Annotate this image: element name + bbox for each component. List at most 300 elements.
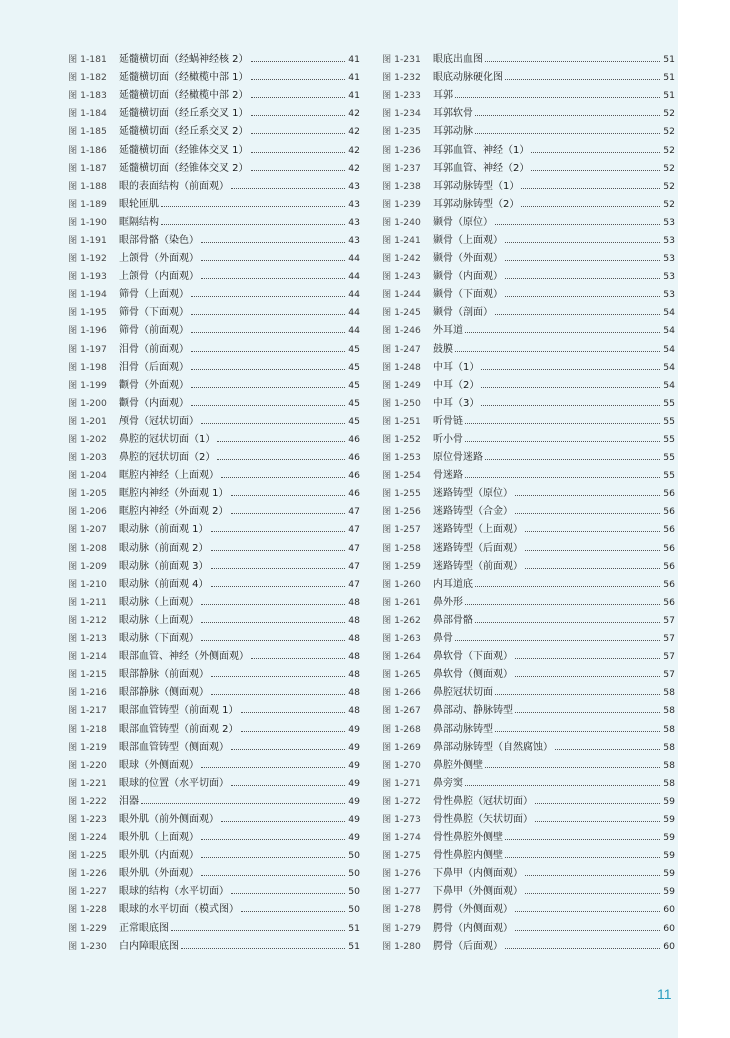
entry-page-number: 56 <box>663 578 675 590</box>
figure-title: 骨性鼻腔（矢状切面） <box>433 813 533 825</box>
dot-leader <box>201 767 345 768</box>
toc-entry <box>68 648 360 666</box>
figure-number: 图 1-275 <box>382 850 421 862</box>
entry-page-number: 55 <box>663 434 675 446</box>
figure-title: 眼的表面结构（前面观） <box>119 180 229 192</box>
toc-entry <box>68 485 360 503</box>
toc-entry <box>68 160 360 178</box>
entry-page-number: 45 <box>348 361 360 373</box>
entry-page-number: 47 <box>348 506 360 518</box>
toc-entry <box>68 503 360 521</box>
dot-leader <box>475 133 660 134</box>
figure-title: 眶腔内神经（上面观） <box>119 470 219 482</box>
entry-page-number: 52 <box>663 162 675 174</box>
entry-page-number: 53 <box>663 253 675 265</box>
figure-number: 图 1-255 <box>382 488 421 500</box>
figure-number: 图 1-211 <box>68 596 107 608</box>
dot-leader <box>505 857 660 858</box>
dot-leader <box>141 803 345 804</box>
entry-page-number: 49 <box>348 777 360 789</box>
dot-leader <box>201 857 345 858</box>
entry-page-number: 42 <box>348 108 360 120</box>
figure-title: 下鼻甲（内侧面观） <box>433 868 523 880</box>
figure-title: 原位骨迷路 <box>433 452 483 464</box>
entry-page-number: 47 <box>348 560 360 572</box>
toc-entry <box>382 286 675 304</box>
toc-entry <box>382 702 675 720</box>
figure-number: 图 1-266 <box>382 687 421 699</box>
figure-title: 眼外肌（前外侧面观） <box>119 813 219 825</box>
dot-leader <box>161 206 345 207</box>
toc-entry <box>68 286 360 304</box>
entry-page-number: 49 <box>348 795 360 807</box>
toc-entry <box>382 178 675 196</box>
figure-number: 图 1-263 <box>382 633 421 645</box>
toc-entry <box>68 702 360 720</box>
figure-title: 听小骨 <box>433 434 463 446</box>
figure-number: 图 1-223 <box>68 813 107 825</box>
toc-entry <box>382 160 675 178</box>
toc-entry <box>382 811 675 829</box>
entry-page-number: 55 <box>663 470 675 482</box>
entry-page-number: 50 <box>348 868 360 880</box>
toc-entry <box>68 720 360 738</box>
dot-leader <box>251 61 346 62</box>
figure-number: 图 1-247 <box>382 343 421 355</box>
figure-title: 耳郭 <box>433 90 453 102</box>
figure-title: 迷路铸型（前面观） <box>433 560 523 572</box>
toc-entry <box>382 105 675 123</box>
entry-page-number: 43 <box>348 180 360 192</box>
toc-entry <box>382 847 675 865</box>
figure-title: 眼部血管、神经（外侧面观） <box>119 651 249 663</box>
dot-leader <box>181 948 345 949</box>
toc-entry <box>68 69 360 87</box>
entry-page-number: 57 <box>663 651 675 663</box>
entry-page-number: 45 <box>348 379 360 391</box>
figure-number: 图 1-201 <box>68 415 107 427</box>
entry-page-number: 47 <box>348 524 360 536</box>
figure-title: 眼球的位置（水平切面） <box>119 777 229 789</box>
entry-page-number: 41 <box>348 54 360 66</box>
dot-leader <box>495 731 660 732</box>
dot-leader <box>485 61 660 62</box>
toc-entry <box>382 123 675 141</box>
toc-entry <box>68 214 360 232</box>
figure-number: 图 1-271 <box>382 777 421 789</box>
figure-number: 图 1-225 <box>68 850 107 862</box>
toc-entry <box>68 413 360 431</box>
figure-number: 图 1-254 <box>382 470 421 482</box>
figure-title: 迷路铸型（合金） <box>433 506 513 518</box>
entry-page-number: 57 <box>663 669 675 681</box>
dot-leader <box>201 242 345 243</box>
entry-page-number: 51 <box>663 54 675 66</box>
figure-title: 眶隔结构 <box>119 216 159 228</box>
figure-title: 眼动脉（前面观 4） <box>119 578 209 590</box>
dot-leader <box>525 531 660 532</box>
figure-title: 骨性鼻腔外侧壁 <box>433 832 503 844</box>
dot-leader <box>521 188 660 189</box>
entry-page-number: 54 <box>663 325 675 337</box>
figure-number: 图 1-195 <box>68 307 107 319</box>
figure-number: 图 1-248 <box>382 361 421 373</box>
figure-title: 白内障眼底图 <box>119 940 179 952</box>
toc-entry <box>68 521 360 539</box>
figure-number: 图 1-215 <box>68 669 107 681</box>
entry-page-number: 41 <box>348 90 360 102</box>
figure-number: 图 1-278 <box>382 904 421 916</box>
dot-leader <box>505 278 660 279</box>
figure-title: 鼻软骨（侧面观） <box>433 669 513 681</box>
figure-number: 图 1-203 <box>68 452 107 464</box>
dot-leader <box>515 676 660 677</box>
dot-leader <box>231 785 345 786</box>
figure-title: 颞骨（外面观） <box>433 253 503 265</box>
figure-number: 图 1-202 <box>68 434 107 446</box>
figure-number: 图 1-240 <box>382 216 421 228</box>
figure-title: 颞骨（原位） <box>433 216 493 228</box>
dot-leader <box>465 604 660 605</box>
dot-leader <box>231 893 345 894</box>
figure-number: 图 1-184 <box>68 108 107 120</box>
dot-leader <box>217 441 345 442</box>
entry-page-number: 50 <box>348 850 360 862</box>
toc-entry <box>382 51 675 69</box>
toc-entry <box>382 720 675 738</box>
figure-title: 眼部血管铸型（前面观 2） <box>119 723 239 735</box>
toc-entry <box>382 322 675 340</box>
dot-leader <box>251 133 346 134</box>
dot-leader <box>231 188 345 189</box>
toc-entry <box>68 341 360 359</box>
figure-number: 图 1-234 <box>382 108 421 120</box>
entry-page-number: 51 <box>663 72 675 84</box>
toc-entry <box>68 540 360 558</box>
figure-number: 图 1-264 <box>382 651 421 663</box>
figure-title: 眼动脉（上面观） <box>119 596 199 608</box>
dot-leader <box>515 658 660 659</box>
dot-leader <box>481 369 660 370</box>
figure-number: 图 1-235 <box>382 126 421 138</box>
figure-title: 眼底动脉硬化图 <box>433 72 503 84</box>
dot-leader <box>525 550 660 551</box>
entry-page-number: 58 <box>663 723 675 735</box>
entry-page-number: 57 <box>663 614 675 626</box>
dot-leader <box>201 640 345 641</box>
toc-entry <box>382 377 675 395</box>
dot-leader <box>201 839 345 840</box>
entry-page-number: 53 <box>663 289 675 301</box>
figure-number: 图 1-244 <box>382 289 421 301</box>
figure-number: 图 1-246 <box>382 325 421 337</box>
entry-page-number: 45 <box>348 397 360 409</box>
figure-title: 鼻外形 <box>433 596 463 608</box>
figure-title: 眼动脉（前面观 2） <box>119 542 209 554</box>
figure-number: 图 1-252 <box>382 434 421 446</box>
figure-title: 泪骨（后面观） <box>119 361 189 373</box>
entry-page-number: 49 <box>348 759 360 771</box>
toc-entry <box>382 630 675 648</box>
entry-page-number: 56 <box>663 506 675 518</box>
toc-entry <box>382 485 675 503</box>
toc-entry <box>382 938 675 956</box>
dot-leader <box>201 423 345 424</box>
dot-leader <box>481 387 660 388</box>
toc-entry <box>68 847 360 865</box>
figure-title: 筛骨（下面观） <box>119 307 189 319</box>
dot-leader <box>231 749 345 750</box>
dot-leader <box>495 694 660 695</box>
figure-title: 眼轮匝肌 <box>119 198 159 210</box>
figure-title: 中耳（2） <box>433 379 480 391</box>
dot-leader <box>455 351 660 352</box>
entry-page-number: 42 <box>348 162 360 174</box>
toc-entry <box>68 467 360 485</box>
dot-leader <box>221 821 345 822</box>
entry-page-number: 43 <box>348 216 360 228</box>
figure-number: 图 1-261 <box>382 596 421 608</box>
figure-number: 图 1-181 <box>68 54 107 66</box>
toc-entry <box>68 739 360 757</box>
entry-page-number: 46 <box>348 434 360 446</box>
entry-page-number: 43 <box>348 234 360 246</box>
entry-page-number: 49 <box>348 813 360 825</box>
figure-title: 鼻腔的冠状切面（2） <box>119 452 216 464</box>
figure-number: 图 1-216 <box>68 687 107 699</box>
figure-title: 眶腔内神经（外面观 2） <box>119 506 229 518</box>
figure-number: 图 1-205 <box>68 488 107 500</box>
figure-number: 图 1-199 <box>68 379 107 391</box>
entry-page-number: 58 <box>663 705 675 717</box>
toc-column-left <box>68 51 360 956</box>
entry-page-number: 60 <box>663 940 675 952</box>
figure-title: 眼动脉（下面观） <box>119 633 199 645</box>
figure-number: 图 1-245 <box>382 307 421 319</box>
entry-page-number: 56 <box>663 596 675 608</box>
toc-entry <box>68 829 360 847</box>
dot-leader <box>521 206 660 207</box>
dot-leader <box>505 242 660 243</box>
dot-leader <box>211 550 346 551</box>
figure-title: 迷路铸型（后面观） <box>433 542 523 554</box>
entry-page-number: 55 <box>663 452 675 464</box>
dot-leader <box>495 314 660 315</box>
figure-title: 眼动脉（前面观 3） <box>119 560 209 572</box>
toc-entry <box>68 196 360 214</box>
entry-page-number: 42 <box>348 144 360 156</box>
figure-number: 图 1-204 <box>68 470 107 482</box>
toc-entry <box>68 666 360 684</box>
figure-title: 腭骨（后面观） <box>433 940 503 952</box>
entry-page-number: 46 <box>348 452 360 464</box>
figure-number: 图 1-277 <box>382 886 421 898</box>
entry-page-number: 45 <box>348 415 360 427</box>
dot-leader <box>251 97 346 98</box>
dot-leader <box>231 513 346 514</box>
entry-page-number: 47 <box>348 542 360 554</box>
entry-page-number: 54 <box>663 361 675 373</box>
entry-page-number: 51 <box>348 922 360 934</box>
figure-title: 中耳（1） <box>433 361 480 373</box>
entry-page-number: 50 <box>348 886 360 898</box>
dot-leader <box>535 821 660 822</box>
figure-number: 图 1-190 <box>68 216 107 228</box>
toc-entry <box>68 901 360 919</box>
toc-entry <box>68 775 360 793</box>
dot-leader <box>191 332 345 333</box>
entry-page-number: 44 <box>348 289 360 301</box>
figure-number: 图 1-212 <box>68 614 107 626</box>
entry-page-number: 59 <box>663 795 675 807</box>
dot-leader <box>211 676 345 677</box>
figure-title: 眼部骨骼（染色） <box>119 234 199 246</box>
figure-number: 图 1-186 <box>68 144 107 156</box>
figure-number: 图 1-192 <box>68 253 107 265</box>
figure-number: 图 1-224 <box>68 832 107 844</box>
figure-title: 眼外肌（上面观） <box>119 832 199 844</box>
toc-entry <box>68 612 360 630</box>
dot-leader <box>201 278 345 279</box>
entry-page-number: 47 <box>348 578 360 590</box>
figure-number: 图 1-236 <box>382 144 421 156</box>
figure-number: 图 1-218 <box>68 723 107 735</box>
figure-title: 颅骨（冠状切面） <box>119 415 199 427</box>
figure-title: 耳郭动脉 <box>433 126 473 138</box>
figure-number: 图 1-185 <box>68 126 107 138</box>
entry-page-number: 44 <box>348 325 360 337</box>
entry-page-number: 58 <box>663 759 675 771</box>
entry-page-number: 52 <box>663 144 675 156</box>
toc-entry <box>382 268 675 286</box>
figure-title: 听骨链 <box>433 415 463 427</box>
toc-entry <box>68 630 360 648</box>
figure-number: 图 1-269 <box>382 741 421 753</box>
entry-page-number: 41 <box>348 72 360 84</box>
toc-entry <box>382 467 675 485</box>
figure-title: 延髓横切面（经丘系交叉 2） <box>119 126 249 138</box>
figure-title: 鼻腔外侧壁 <box>433 759 483 771</box>
dot-leader <box>485 459 660 460</box>
entry-page-number: 59 <box>663 832 675 844</box>
entry-page-number: 53 <box>663 271 675 283</box>
entry-page-number: 48 <box>348 633 360 645</box>
figure-title: 耳郭血管、神经（1） <box>433 144 530 156</box>
figure-number: 图 1-194 <box>68 289 107 301</box>
dot-leader <box>211 568 346 569</box>
entry-page-number: 52 <box>663 108 675 120</box>
toc-entry <box>68 51 360 69</box>
figure-number: 图 1-197 <box>68 343 107 355</box>
toc-entry <box>382 341 675 359</box>
figure-title: 鼻旁窦 <box>433 777 463 789</box>
dot-leader <box>525 568 660 569</box>
dot-leader <box>191 314 345 315</box>
entry-page-number: 48 <box>348 687 360 699</box>
figure-title: 上颌骨（外面观） <box>119 253 199 265</box>
dot-leader <box>455 97 660 98</box>
toc-entry <box>382 87 675 105</box>
dot-leader <box>515 513 660 514</box>
figure-title: 外耳道 <box>433 325 463 337</box>
figure-number: 图 1-268 <box>382 723 421 735</box>
dot-leader <box>251 152 346 153</box>
toc-entry <box>382 883 675 901</box>
toc-entry <box>68 449 360 467</box>
figure-number: 图 1-276 <box>382 868 421 880</box>
figure-title: 骨性鼻腔（冠状切面） <box>433 795 533 807</box>
entry-page-number: 54 <box>663 379 675 391</box>
figure-title: 颞骨（上面观） <box>433 234 503 246</box>
figure-number: 图 1-200 <box>68 397 107 409</box>
entry-page-number: 58 <box>663 687 675 699</box>
figure-number: 图 1-238 <box>382 180 421 192</box>
figure-title: 眼球的结构（水平切面） <box>119 886 229 898</box>
figure-number: 图 1-242 <box>382 253 421 265</box>
entry-page-number: 56 <box>663 542 675 554</box>
figure-title: 眼外肌（内面观） <box>119 850 199 862</box>
figure-number: 图 1-229 <box>68 922 107 934</box>
figure-title: 颧骨（外面观） <box>119 379 189 391</box>
dot-leader <box>525 875 660 876</box>
figure-title: 颞骨（剖面） <box>433 307 493 319</box>
dot-leader <box>191 351 345 352</box>
figure-number: 图 1-187 <box>68 162 107 174</box>
figure-number: 图 1-213 <box>68 633 107 645</box>
entry-page-number: 57 <box>663 633 675 645</box>
entry-page-number: 48 <box>348 705 360 717</box>
dot-leader <box>241 712 346 713</box>
dot-leader <box>251 115 346 116</box>
figure-number: 图 1-208 <box>68 542 107 554</box>
toc-entry <box>382 558 675 576</box>
entry-page-number: 54 <box>663 343 675 355</box>
dot-leader <box>251 658 345 659</box>
figure-number: 图 1-239 <box>382 198 421 210</box>
entry-page-number: 58 <box>663 741 675 753</box>
dot-leader <box>191 369 345 370</box>
toc-entry <box>68 232 360 250</box>
figure-title: 眼部静脉（侧面观） <box>119 687 209 699</box>
figure-title: 眼球（外侧面观） <box>119 759 199 771</box>
entry-page-number: 51 <box>663 90 675 102</box>
toc-entry <box>382 829 675 847</box>
toc-entry <box>382 250 675 268</box>
toc-entry <box>68 576 360 594</box>
entry-page-number: 48 <box>348 651 360 663</box>
dot-leader <box>211 586 346 587</box>
figure-title: 眼底出血图 <box>433 54 483 66</box>
toc-entry <box>382 141 675 159</box>
figure-number: 图 1-259 <box>382 560 421 572</box>
figure-number: 图 1-191 <box>68 234 107 246</box>
figure-number: 图 1-250 <box>382 397 421 409</box>
toc-entry <box>382 865 675 883</box>
figure-number: 图 1-265 <box>382 669 421 681</box>
toc-entry <box>68 250 360 268</box>
dot-leader <box>251 79 346 80</box>
figure-title: 鼓膜 <box>433 343 453 355</box>
dot-leader <box>217 459 345 460</box>
toc-entry <box>382 431 675 449</box>
figure-number: 图 1-196 <box>68 325 107 337</box>
toc-entry <box>382 214 675 232</box>
figure-title: 耳郭动脉铸型（1） <box>433 180 520 192</box>
figure-title: 骨迷路 <box>433 470 463 482</box>
entry-page-number: 52 <box>663 180 675 192</box>
dot-leader <box>525 893 660 894</box>
entry-page-number: 52 <box>663 126 675 138</box>
